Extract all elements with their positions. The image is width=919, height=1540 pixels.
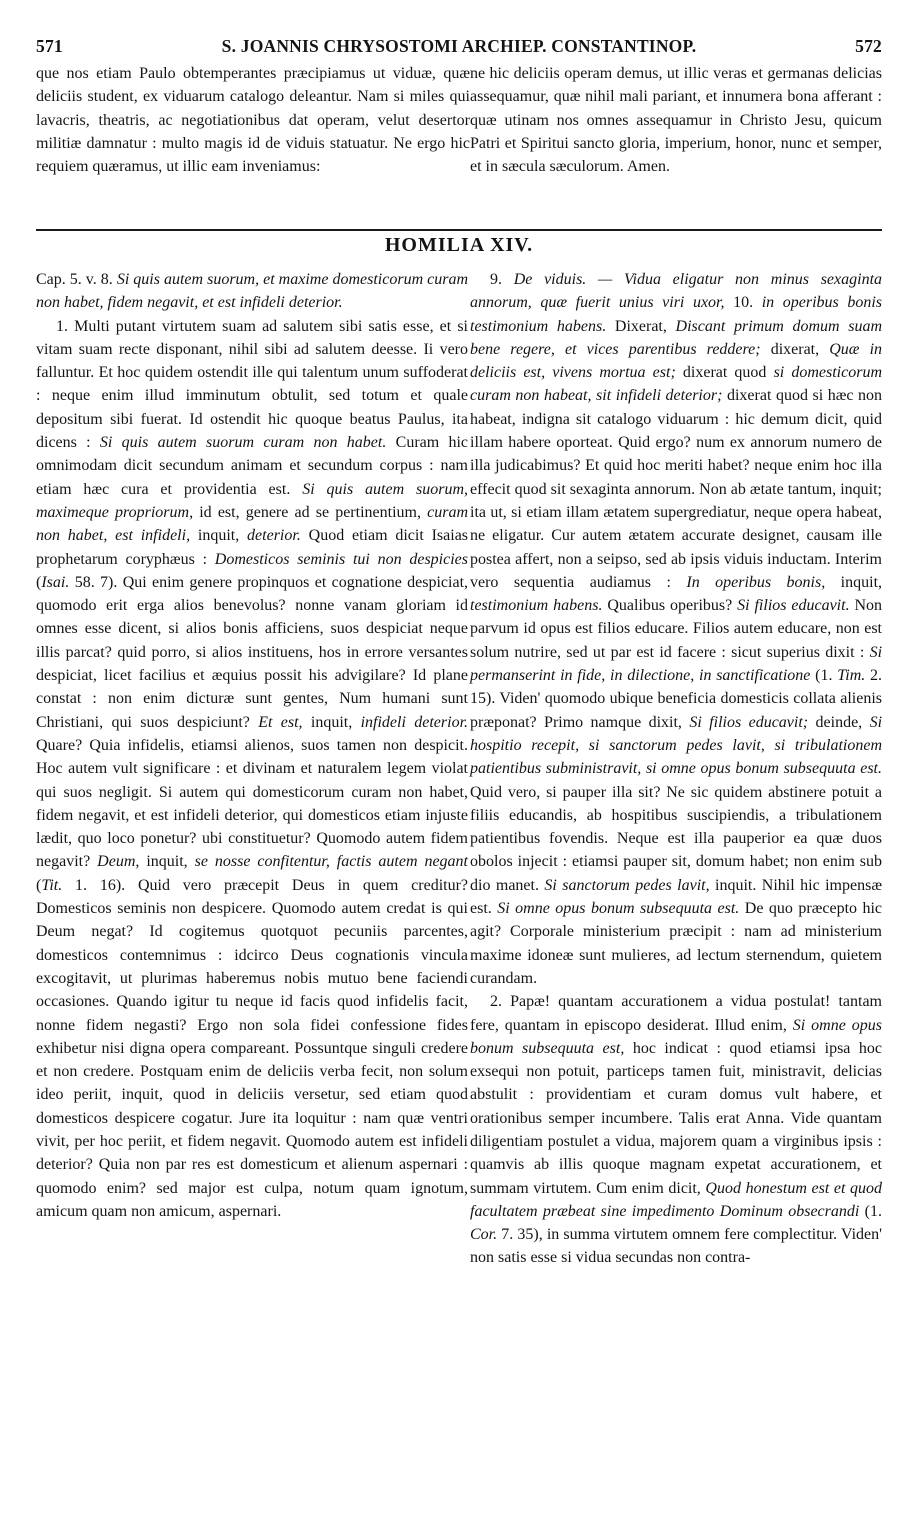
page-number-right: 572 xyxy=(855,36,882,56)
chapter-verse-heading xyxy=(36,268,468,315)
paragraph-1: 1. Multi putant virtutem suam ad salutem sibi satis esse, et si vitam suam recte disponant, nihil sibi ad salutem deesse. Ii vero falluntur. Et hoc quidem ostendit ille qui talentum unum suffoderat : neque enim illud imminutum obtulit, sed totum et quale depositum sibi fuerat. Id ostendit hic quoque beatus Paulus, ita dicens : Si quis autem suorum curam non habet. Curam hic omnimodam dicit secundum animam et secundum corpus : nam etiam hæc cura et providentia est. Si quis autem suorum, maximeque propriorum, id est, genere ad se pertinentium, curam non habet, est infideli, inquit, deterior. Quod etiam dicit Isaias prophetarum coryphæus : Domesticos seminis tui non despicies (Isai. 58. 7). Qui enim genere propinquos et cognatione despiciat, quomodo erit erga alios benevolus? nonne vanam gloriam id omnes esse dicent, si alios bonis afficiens, suos despiciat neque illis parcat? quid porro, si alios instituens, hos in errore versantes despiciat, licet facilius et æquius possit his advigilare? Id plane constat : non enim dicturæ sunt gentes, Num humani sunt Christiani, qui suos despiciunt? Et est, inquit, infideli deterior. Quare? Quia infidelis, etiamsi alienos, suos tamen non despicit. Hoc autem vult significare : et divinam et naturalem legem violat qui suos negligit. Si autem qui domesticorum curam non habet, fidem negavit, et est infideli deterior, qui domesticos etiam injuste lædit, quo loco ponetur? ubi constituetur? Quomodo autem fidem negavit? Deum, inquit, se nosse confitentur, factis autem negant (Tit. 1. 16). Quid vero præcepit Deus in quem creditur? Domesticos seminis non despicere. Quomodo autem credat is qui Deum negat? Id cogitemus quotquot pecuniis parcentes, domesticos contemnimus : idcirco Deus cognationis vincula excogitavit, ut plurimas haberemus nobis mutuo bene faciendi occasiones. Quando igitur tu neque id facis quod infidelis facit, nonne fidem negasti? Ergo non sola fidei confessione fides exhibetur nisi digna opera compareant. Possuntque singuli credere et non credere. Postquam enim de deliciis verba fecit, non solum ideo periit, inquit, quod in deliciis versetur, sed etiam quod domesticos despicere cogatur. Jure ita loquitur : nam quæ ventri vivit, per hoc periit, et fidem negavit. Quomodo autem est infideli deterior? Quia non par res est domesticum et alienum aspernari : quomodo enim? sed major est culpa, notum quam ignotum, amicum quam non amicum, aspernari. xyxy=(36,317,469,1220)
top-right-text: ne hic deliciis operam demus, ut illic veras et germanas delicias assequamur, quæ nihil mali pariant, et innumera bona afferant : quæ utinam nos omnes assequamur in Christo Jesu, quicum Patri et Spiritui sancto gloria, imperium, honor, nunc et semper, et in sæcula sæculorum. Amen. xyxy=(470,65,882,176)
body-right-column xyxy=(470,268,882,1270)
chapter-label: Cap. 5. v. 8. xyxy=(36,271,113,288)
body-left-column xyxy=(36,268,468,1223)
homily-title: HOMILIA XIV. xyxy=(384,234,534,256)
running-header xyxy=(36,36,882,62)
chapter-verse-text: Si quis autem suorum, et maxime domesticorum curam non habet, fidem negavit, et est infideli deterior. xyxy=(36,271,469,312)
top-left-column xyxy=(36,62,470,210)
top-left-text: que nos etiam Paulo obtemperantes præcipiamus ut viduæ, quæ deliciis student, ex viduarum catalogo deleantur. Nam si miles qui lavacris, theatris, ac negotiationibus dat operam, velut desertor militiæ damnatur : multo magis id de viduis statuatur. Ne ergo hic requiem quæramus, ut illic eam inveniamus: xyxy=(36,65,470,176)
paragraph-2: 2. Papæ! quantam accurationem a vidua postulat! tantam fere, quantam in episcopo desiderat. Illud enim, Si omne opus bonum subsequuta est, hoc indicat : quod etiamsi ipsa hoc exsequi non potuit, particeps tamen fuit, ministravit, delicias abstulit : providentiam et curam domus vult habere, et orationibus semper incumbere. Talis erat Anna. Vide quantam diligentiam postulet a vidua, majorem quam a virginibus ipsis : quamvis ab illis quoque magnam expetat accurationem, et summam virtutem. Cum enim dicit, Quod honestum est et quod facultatem præbeat sine impedimento Dominum obsecrandi (1. Cor. 7. 35), in summa virtutem omnem fere complectitur. Viden' non satis esse si vidua secundas non contra- xyxy=(470,993,883,1267)
top-right-column xyxy=(470,62,882,210)
running-title: S. JOANNIS CHRYSOSTOMI ARCHIEP. CONSTANTINOP. xyxy=(221,36,697,56)
verse-9-paragraph: 9. De viduis. — Vidua eligatur non minus sexaginta annorum, quæ fuerit unius viri uxor, 10. in operibus bonis testimonium habens. Dixerat, Discant primum domum suam bene regere, et vices parentibus reddere; dixerat, Quæ in deliciis est, vivens mortua est; dixerat quod si domesticorum curam non habeat, sit infideli deterior; dixerat quod si hæc non habeat, indigna sit catalogo viduarum : hic demum dicit, quid illam habere oporteat. Quid ergo? num ex annorum numero de illa judicabimus? Et quid hoc meriti habet? neque enim hoc illa effecit quod sit sexaginta annorum. Non ab ætate tantum, inquit; ita ut, si etiam illam ætatem supergrediatur, neque opera habeat, ne eligatur. Cur autem ætatem accurate designet, causam ille postea affert, non a seipso, sed ab ipsis viduis inductam. Interim vero sequentia audiamus : In operibus bonis, inquit, testimonium habens. Qualibus operibus? Si filios educavit. Non parvum id opus est filios educare. Filios autem educare, non est solum nutrire, sed ut par est id facere : sicut superius dixit : Si permanserint in fide, in dilectione, in sanctificatione (1. Tim. 2. 15). Viden' quomodo ubique beneficia domesticis collata alienis præponat? Primo namque dixit, Si filios educavit; deinde, Si hospitio recepit, si sanctorum pedes lavit, si tribulationem patientibus subministravit, si omne opus bonum subsequuta est. Quid vero, si pauper illa sit? Ne sic quidem abstinere potuit a filiis educandis, ab hospitibus suscipiendis, a tribulationem patientibus fovendis. Neque est illa pauperior ea quæ duos obolos injecit : etiamsi pauper sit, domum habet; non enim sub dio manet. Si sanctorum pedes lavit, inquit. Nihil hic impensæ est. Si omne opus bonum subsequuta est. De quo præcepto hic agit? Corporale ministerium præcipit : nam ad ministerium maxime idoneæ sunt mulieres, ad lectum sternendum, quietem curandam. xyxy=(470,271,883,987)
section-divider xyxy=(36,229,882,231)
page-number-left: 571 xyxy=(36,36,63,56)
